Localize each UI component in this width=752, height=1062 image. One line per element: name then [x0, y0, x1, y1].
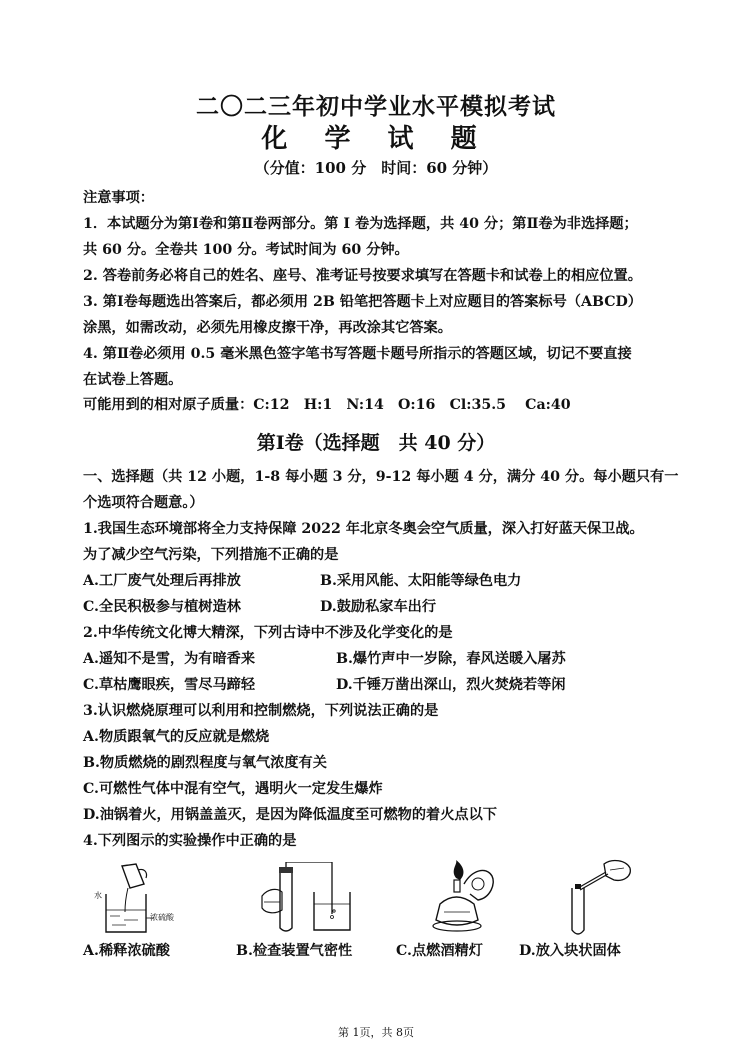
q3-option-d: D.油锅着火，用锅盖盖灭，是因为降低温度至可燃物的着火点以下 [83, 807, 497, 823]
part1-instructions-2: 个选项符合题意。） [83, 495, 204, 511]
q3-option-c: C.可燃性气体中混有空气，遇明火一定发生爆炸 [83, 781, 383, 797]
figure-solid-into-tube [566, 858, 636, 938]
q4-option-b: B.检查装置气密性 [236, 943, 353, 959]
fig-a-label-water: 水 [94, 891, 102, 900]
q3-stem: 3.认识燃烧原理可以利用和控制燃烧，下列说法正确的是 [83, 703, 439, 719]
subject-title: 化 学 试 题 [261, 124, 491, 154]
alcohol-lamp-illustration [420, 860, 500, 936]
q3-option-a: A.物质跟氧气的反应就是燃烧 [83, 729, 270, 745]
q1-stem-1: 1.我国生态环境部将全力支持保障 2022 年北京冬奥会空气质量，深入打好蓝天保卫战。 [83, 521, 644, 537]
q2-option-a: A.遥知不是雪，为有暗香来 [83, 651, 256, 667]
notice-line-4: 3. 第Ⅰ卷每题选出答案后，都必须用 2B 铅笔把答题卡上对应题目的答案标号（ABCD） [83, 294, 642, 310]
notice-heading: 注意事项： [83, 190, 154, 206]
q4-option-a: A.稀释浓硫酸 [83, 943, 170, 959]
notice-line-6: 4. 第Ⅱ卷必须用 0.5 毫米黑色签字笔书写答题卡题号所指示的答题区域，切记不要直接 [83, 346, 632, 362]
dilute-acid-illustration [92, 860, 178, 936]
q4-option-d: D.放入块状固体 [519, 943, 621, 959]
notice-line-7: 在试卷上答题。 [83, 372, 183, 388]
solid-tube-illustration [566, 858, 636, 938]
q4-stem: 4.下列图示的实验操作中正确的是 [83, 833, 297, 849]
page-footer: 第 1页，共 8页 [338, 1026, 414, 1039]
q3-option-b: B.物质燃烧的剧烈程度与氧气浓度有关 [83, 755, 327, 771]
airtightness-illustration [258, 862, 358, 936]
notice-line-3: 2. 答卷前务必将自己的姓名、座号、准考证号按要求填写在答题卡和试卷上的相应位置。 [83, 268, 642, 284]
q2-option-c: C.草枯鹰眼疾，雪尽马蹄轻 [83, 677, 256, 693]
exam-title: 二〇二三年初中学业水平模拟考试 [196, 93, 556, 120]
section-title: 第Ⅰ卷（选择题 共 40 分） [256, 432, 496, 454]
notice-line-2: 共 60 分。全卷共 100 分。考试时间为 60 分钟。 [83, 242, 409, 258]
q1-option-d: D.鼓励私家车出行 [320, 599, 437, 615]
q2-stem: 2.中华传统文化博大精深，下列古诗中不涉及化学变化的是 [83, 625, 453, 641]
notice-line-5: 涂黑，如需改动，必须先用橡皮擦干净，再改涂其它答案。 [83, 320, 452, 336]
q2-option-b: B.爆竹声中一岁除，春风送暖入屠苏 [336, 651, 566, 667]
q4-option-c: C.点燃酒精灯 [396, 943, 483, 959]
q1-stem-2: 为了减少空气污染，下列措施不正确的是 [83, 547, 339, 563]
q2-option-d: D.千锤万凿出深山，烈火焚烧若等闲 [336, 677, 566, 693]
figure-airtightness-check [258, 862, 358, 936]
q1-option-c: C.全民积极参与植树造林 [83, 599, 241, 615]
atomic-mass-line: 可能用到的相对原子质量：C:12 H:1 N:14 O:16 Cl:35.5 Ca:40 [83, 397, 571, 413]
q1-option-a: A.工厂废气处理后再排放 [83, 573, 241, 589]
notice-line-1: 1．本试题分为第Ⅰ卷和第Ⅱ卷两部分。第 I 卷为选择题，共 40 分；第Ⅱ卷为非选择题； [83, 216, 638, 232]
score-time-info: （分值：100 分 时间：60 分钟） [254, 159, 498, 177]
fig-a-label-acid: 浓硫酸 [150, 913, 174, 922]
figure-alcohol-lamp [420, 860, 500, 936]
part1-instructions-1: 一、选择题（共 12 小题，1-8 每小题 3 分，9-12 每小题 4 分，满分 40 分。每小题只有一 [83, 469, 679, 485]
figure-dilute-acid [92, 860, 178, 936]
q1-option-b: B.采用风能、太阳能等绿色电力 [320, 573, 522, 589]
